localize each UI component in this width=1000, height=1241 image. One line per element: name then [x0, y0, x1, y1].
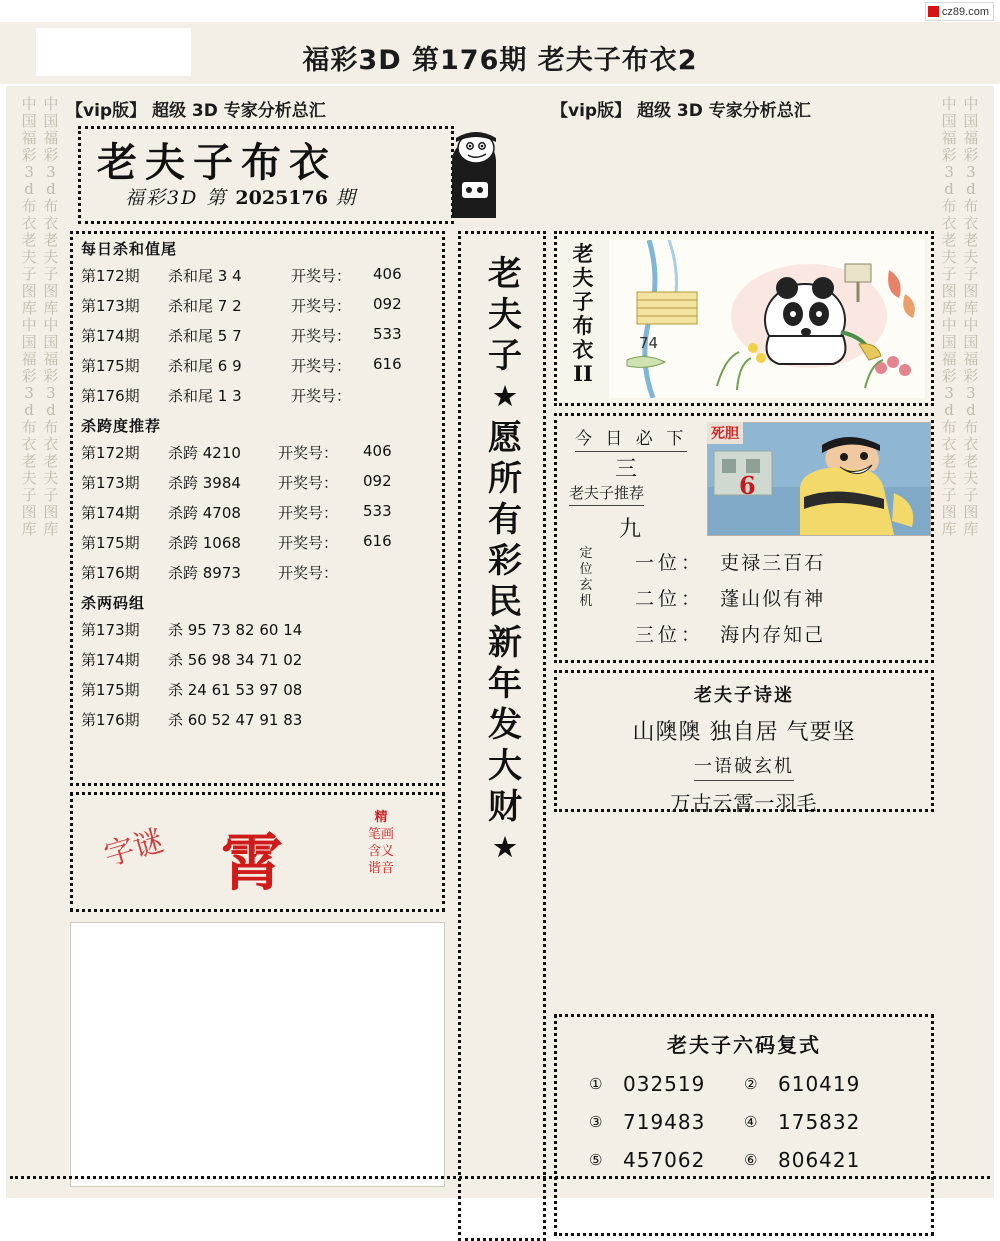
poem-line-2: 一语破玄机 — [694, 752, 794, 781]
table-row — [73, 645, 442, 675]
position-row-3 — [635, 620, 825, 647]
six-code-index: ① — [589, 1075, 603, 1093]
row-label: 开奖号： — [291, 387, 352, 405]
row-kill: 杀跨 4708 — [168, 504, 241, 522]
row-number: 406 — [373, 265, 402, 283]
pick-badge: 死胆 — [707, 422, 743, 444]
riddle-note-line1: 精 — [374, 810, 388, 825]
slogan-char: 彩 — [488, 541, 522, 581]
rail-text-2: 中国福彩3d布衣老夫子图库中国福彩3d布衣老夫子图库 — [963, 96, 979, 538]
table-row — [73, 705, 442, 735]
row-label: 开奖号： — [278, 564, 339, 582]
table-row — [73, 615, 442, 645]
six-code-title: 老夫子六码复式 — [667, 1033, 821, 1057]
six-code-value: 175832 — [778, 1110, 861, 1134]
row-kill: 杀和尾 5 7 — [168, 327, 242, 345]
riddle-calligraphy-panel — [70, 792, 445, 912]
position-label: 一位： — [635, 552, 705, 574]
pick-heading: 今 日 必 下 — [575, 424, 687, 452]
row-number: 616 — [363, 532, 392, 550]
row-number: 406 — [363, 442, 392, 460]
slogan-star-icon: ★ — [493, 382, 517, 412]
slogan-char: 财 — [488, 787, 522, 827]
table-row — [73, 381, 442, 411]
table-row — [73, 291, 442, 321]
slogan-char: 所 — [488, 459, 522, 499]
slogan-char: 有 — [488, 500, 522, 540]
list-item — [589, 1072, 744, 1096]
six-code-value: 610419 — [778, 1072, 861, 1096]
table-row — [73, 468, 442, 498]
pick-number-two: 九 — [619, 517, 642, 542]
slogan-char: 老 — [488, 254, 522, 294]
list-item — [744, 1148, 899, 1172]
row-issue: 第175期 — [81, 357, 140, 375]
section-title-sum-tail: 每日杀和值尾 — [81, 240, 178, 258]
list-item — [589, 1148, 744, 1172]
row-issue: 第176期 — [81, 387, 140, 405]
row-kill: 杀跨 1068 — [168, 534, 241, 552]
six-code-index: ② — [744, 1075, 758, 1093]
logo-title: 老夫子布衣 — [97, 139, 337, 186]
comic-panel — [554, 231, 934, 406]
vip-band — [6, 96, 994, 124]
comic-illustration — [609, 240, 925, 398]
position-row-2 — [635, 584, 825, 611]
logo-sub-suffix: 期 — [336, 187, 358, 209]
rail-text: 中国福彩3d布衣老夫子图库中国福彩3d布衣老夫子图库 — [21, 96, 37, 538]
title-bar — [0, 22, 1000, 84]
table-row — [73, 261, 442, 291]
row-number: 092 — [373, 295, 402, 313]
row-label: 开奖号： — [278, 504, 339, 522]
row-kill: 杀和尾 6 9 — [168, 357, 242, 375]
blank-notes-panel — [70, 922, 445, 1187]
slogan-char: 愿 — [488, 418, 522, 458]
poster-board — [6, 86, 994, 1198]
riddle-character: 霄 — [221, 826, 284, 899]
six-code-value: 032519 — [623, 1072, 706, 1096]
six-code-value: 719483 — [623, 1110, 706, 1134]
riddle-note-line4: 谐音 — [367, 861, 394, 876]
row-kill: 杀和尾 7 2 — [168, 297, 242, 315]
bottom-divider — [10, 1176, 990, 1179]
slogan-char: 新 — [488, 623, 522, 663]
rail-text-2: 中国福彩3d布衣老夫子图库中国福彩3d布衣老夫子图库 — [43, 96, 59, 538]
logo-sub-prefix: 福彩3D 第 — [125, 187, 228, 209]
six-code-value: 457062 — [623, 1148, 706, 1172]
row-label: 开奖号： — [291, 327, 352, 345]
six-code-value: 806421 — [778, 1148, 861, 1172]
row-kill: 杀 95 73 82 60 14 — [168, 621, 303, 639]
row-issue: 第176期 — [81, 711, 140, 729]
table-row — [73, 351, 442, 381]
position-row-1 — [635, 548, 825, 575]
poem-panel — [554, 670, 934, 815]
table-row — [73, 321, 442, 351]
row-kill: 杀跨 4210 — [168, 444, 241, 462]
row-issue: 第175期 — [81, 534, 140, 552]
vertical-slogan-panel — [458, 231, 546, 1241]
row-number: 092 — [363, 472, 392, 490]
kill-numbers-panel — [70, 231, 445, 786]
row-label: 开奖号： — [278, 474, 339, 492]
row-kill: 杀跨 8973 — [168, 564, 241, 582]
page-title: 福彩3D 第176期 老夫子布衣2 — [302, 45, 698, 76]
row-issue: 第174期 — [81, 504, 140, 522]
row-label: 开奖号： — [291, 267, 352, 285]
table-row — [73, 498, 442, 528]
slogan-star-icon-bottom: ★ — [493, 833, 517, 863]
logo-subtitle — [125, 183, 357, 210]
row-issue: 第173期 — [81, 621, 140, 639]
riddle-scribble: 字谜 — [100, 823, 168, 874]
six-code-index: ③ — [589, 1113, 603, 1131]
site-watermark — [925, 2, 994, 21]
position-label: 三位： — [635, 624, 705, 646]
row-issue: 第172期 — [81, 444, 140, 462]
row-label: 开奖号： — [278, 534, 339, 552]
section-title-span: 杀跨度推荐 — [81, 417, 162, 435]
list-item — [744, 1110, 899, 1134]
row-number: 616 — [373, 355, 402, 373]
row-label: 开奖号： — [291, 357, 352, 375]
slogan-char: 子 — [488, 336, 522, 376]
six-code-grid — [589, 1072, 899, 1172]
row-kill: 杀 24 61 53 97 08 — [168, 681, 303, 699]
row-kill: 杀和尾 3 4 — [168, 267, 242, 285]
row-issue: 第173期 — [81, 297, 140, 315]
table-row — [73, 528, 442, 558]
today-pick-panel — [554, 413, 934, 663]
row-kill: 杀跨 3984 — [168, 474, 241, 492]
slogan-char: 年 — [488, 664, 522, 704]
poem-line-1: 山隩隩 独自居 气要坚 — [632, 720, 856, 745]
six-code-index: ⑥ — [744, 1151, 758, 1169]
row-number: 533 — [363, 502, 392, 520]
row-label: 开奖号： — [291, 297, 352, 315]
row-issue: 第175期 — [81, 681, 140, 699]
top-watermark-bar — [0, 0, 1000, 22]
logo-block — [78, 126, 454, 224]
position-value: 吏禄三百石 — [720, 552, 826, 574]
riddle-note — [346, 809, 416, 877]
list-item — [744, 1072, 899, 1096]
vip-label-right: 【vip版】 超级 3D 专家分析总汇 — [551, 101, 811, 121]
table-row — [73, 438, 442, 468]
list-item — [589, 1110, 744, 1134]
riddle-note-line2: 笔画 — [367, 827, 394, 842]
right-decorative-rail — [934, 96, 986, 1194]
comic-title: 老夫子布衣II — [572, 241, 594, 386]
left-decorative-rail — [14, 96, 66, 1194]
row-issue: 第172期 — [81, 267, 140, 285]
slogan-char: 民 — [488, 582, 522, 622]
poem-line-3: 万古云霄一羽毛 — [670, 791, 818, 815]
slogan-char: 夫 — [488, 295, 522, 335]
pick-number-one: 三 — [615, 457, 638, 482]
row-kill: 杀和尾 1 3 — [168, 387, 242, 405]
section-title-two-code: 杀两码组 — [81, 594, 146, 612]
vip-label-left: 【vip版】 超级 3D 专家分析总汇 — [66, 101, 326, 121]
six-code-index: ④ — [744, 1113, 758, 1131]
pick-kill-number: 6 — [739, 471, 756, 500]
rail-text: 中国福彩3d布衣老夫子图库中国福彩3d布衣老夫子图库 — [941, 96, 957, 538]
old-master-cartoon-icon — [446, 122, 504, 220]
row-label: 开奖号： — [278, 444, 339, 462]
riddle-note-line3: 含义 — [367, 844, 394, 859]
svg-text:74: 74 — [639, 334, 659, 352]
pick-recommend-label: 老夫子推荐 — [569, 482, 644, 506]
six-code-index: ⑤ — [589, 1151, 603, 1169]
table-row — [73, 675, 442, 705]
position-value: 海内存知己 — [720, 624, 826, 646]
row-issue: 第174期 — [81, 327, 140, 345]
poem-title: 老夫子诗迷 — [694, 685, 794, 706]
logo-issue-number: 2025176 — [235, 187, 328, 209]
table-row — [73, 558, 442, 588]
vertical-slogan-text — [461, 254, 546, 869]
row-issue: 第176期 — [81, 564, 140, 582]
watermark-square-icon — [928, 6, 939, 17]
row-kill: 杀 60 52 47 91 83 — [168, 711, 303, 729]
row-kill: 杀 56 98 34 71 02 — [168, 651, 303, 669]
row-issue: 第174期 — [81, 651, 140, 669]
row-number: 533 — [373, 325, 402, 343]
watermark-text: cz89.com — [941, 5, 989, 18]
pick-vertical-note: 定位玄机 — [579, 546, 593, 609]
row-issue: 第173期 — [81, 474, 140, 492]
slogan-char: 大 — [488, 746, 522, 786]
position-value: 蓬山似有神 — [720, 588, 826, 610]
slogan-char: 发 — [488, 705, 522, 745]
position-label: 二位： — [635, 588, 705, 610]
